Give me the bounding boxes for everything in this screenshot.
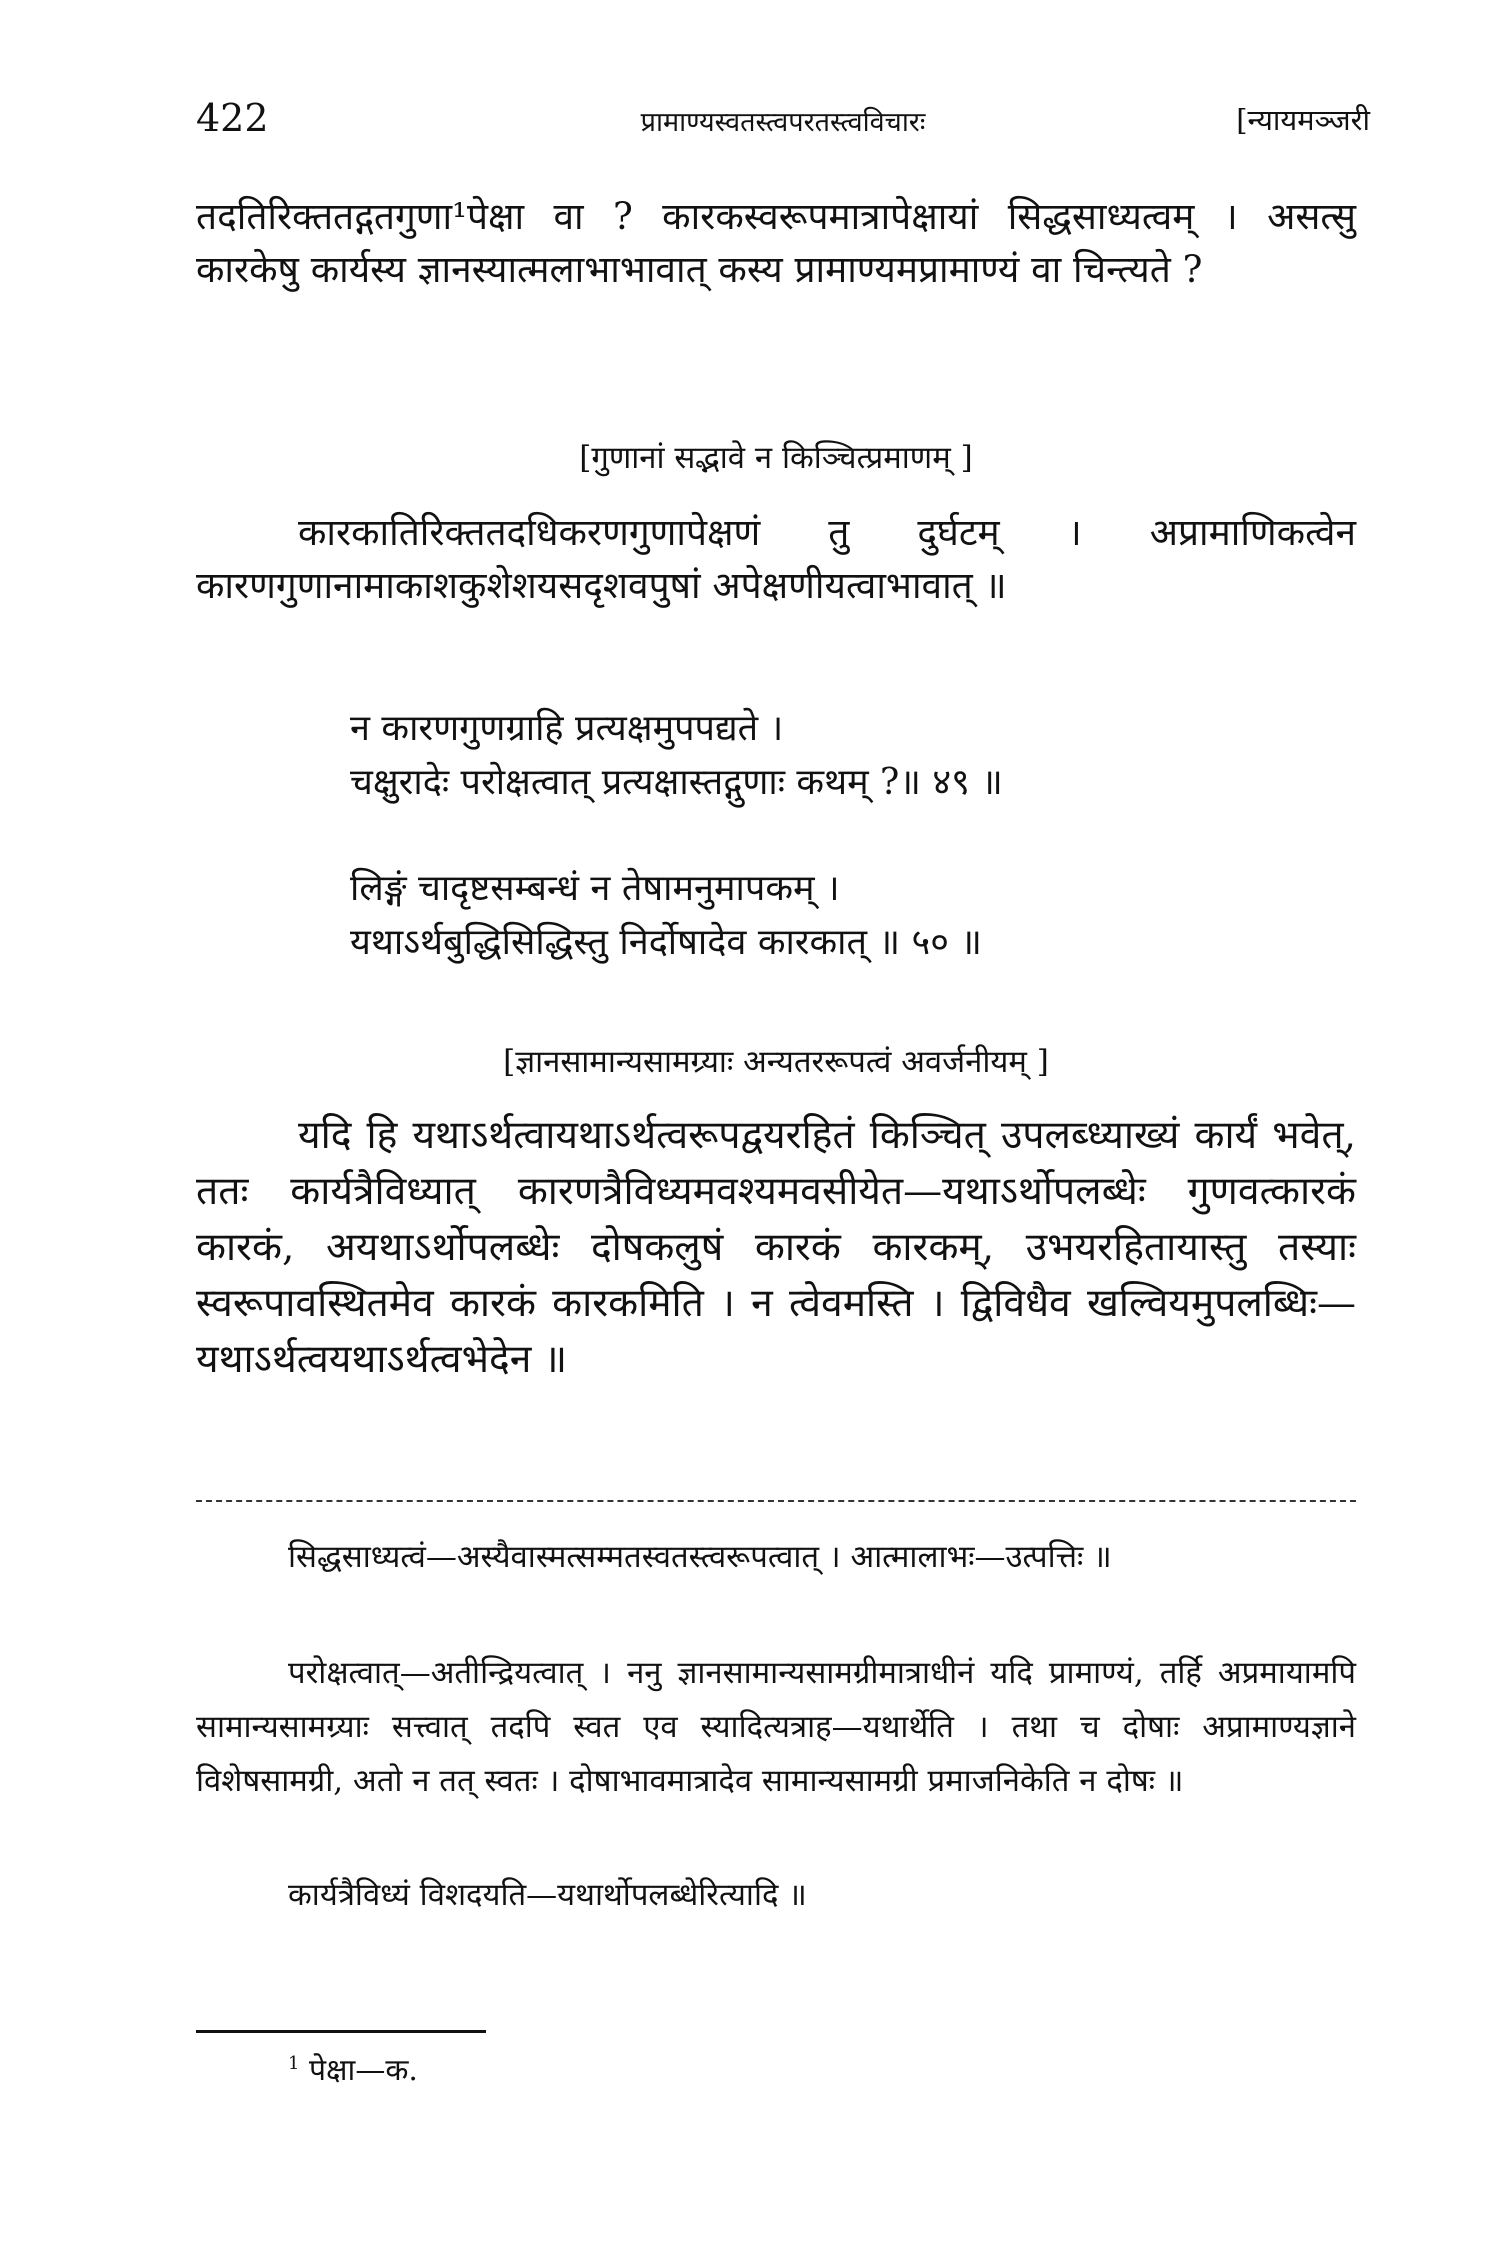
commentary-siddhasadhyatva: सिद्धसाध्यत्वं—अस्यैवास्मत्सम्मतस्वतस्त्वरूपत्वात् । आत्मालाभः—उत्पत्तिः ॥ bbox=[288, 1539, 1112, 1575]
opening-paragraph: तदतिरिक्ततद्गतगुणा¹पेक्षा वा ? कारकस्वरूपमात्रापेक्षायां सिद्धसाध्यत्वम् । असत्सु कारकेषु कार्यस्य ज्ञानस्यात्मलाभाभावात् कस्य प्रामाण्यमप्रामाण्यं वा चिन्त्यते ? bbox=[196, 195, 1356, 291]
verse-line: चक्षुरादेः परोक्षत्वात् प्रत्यक्षास्तद्गुणाः कथम् ?॥ ४९ ॥ bbox=[350, 762, 1003, 803]
footnote-marker: 1 bbox=[288, 2053, 300, 2074]
verse-line: यथाऽर्थबुद्धिसिद्धिस्तु निर्दोषादेव कारकात् ॥ ५० ॥ bbox=[350, 922, 982, 963]
section-heading-jnana: [ज्ञानसामान्यसामग्र्याः अन्यतररूपत्वं अवर्जनीयम् ] bbox=[503, 1044, 1049, 1080]
footnote-rule bbox=[196, 2030, 486, 2033]
commentary-divider bbox=[196, 1500, 1356, 1502]
running-header bbox=[196, 96, 1370, 146]
section-heading-gunas: [गुणानां सद्भावे न किञ्चित्प्रमाणम् ] bbox=[579, 440, 973, 476]
verse-line: न कारणगुणग्राहि प्रत्यक्षमुपपद्यते । bbox=[350, 708, 784, 749]
commentary-karyatraividhya: कार्यत्रैविध्यं विशदयति—यथार्थोपलब्धेरित्यादि ॥ bbox=[288, 1877, 807, 1913]
footnote-text: पेक्षा—क. bbox=[309, 2053, 418, 2088]
paragraph-yadi-hi: यदि हि यथाऽर्थत्वायथाऽर्थत्वरूपद्वयरहितं किञ्चित् उपलब्ध्याख्यं कार्यं भवेत्, ततः कार्यत्रैविध्यात् कारणत्रैविध्यमवश्यमवसीयेत—यथाऽर्थोपलब्धेः गुणवत्कारकं कारकं, अयथाऽर्थोपलब्धेः दोषकलुषं कारकं कारकम्, उभयरहितायास्तु तस्याः स्वरूपावस्थितमेव कारकं कारकमिति । न त्वेवमस्ति । द्विविधैव खल्वियमुपलब्धिः—यथाऽर्थत्वयथाऽर्थत्वभेदेन ॥ bbox=[196, 1113, 1356, 1382]
commentary-paroksatvat: परोक्षत्वात्—अतीन्द्रियत्वात् । ननु ज्ञानसामान्यसामग्रीमात्राधीनं यदि प्रामाण्यं, तर्हि अप्रमायामपि सामान्यसामग्र्याः सत्त्वात् तदपि स्वत एव स्यादित्यत्राह—यथार्थेति । तथा च दोषाः अप्रामाण्यज्ञाने विशेषसामग्री, अतो न तत् स्वतः । दोषाभावमात्रादेव सामान्यसामग्री प्रमाजनिकेति न दोषः ॥ bbox=[196, 1655, 1356, 1799]
paragraph-karaka: कारकातिरिक्ततदधिकरणगुणापेक्षणं तु दुर्घटम् । अप्रामाणिकत्वेन कारणगुणानामाकाशकुशेशयसदृशवपुषां अपेक्षणीयत्वाभावात् ॥ bbox=[196, 511, 1356, 607]
verse-line: लिङ्गं चादृष्टसम्बन्धं न तेषामनुमापकम् । bbox=[350, 868, 840, 909]
verse-49 bbox=[350, 702, 1330, 810]
footnote bbox=[288, 2048, 418, 2089]
page-number: 422 bbox=[196, 96, 269, 140]
book-title: [न्यायमञ्जरी bbox=[1236, 103, 1370, 137]
running-title: प्रामाण्यस्वतस्त्वपरतस्त्वविचारः bbox=[640, 107, 926, 138]
verse-50 bbox=[350, 862, 1330, 970]
